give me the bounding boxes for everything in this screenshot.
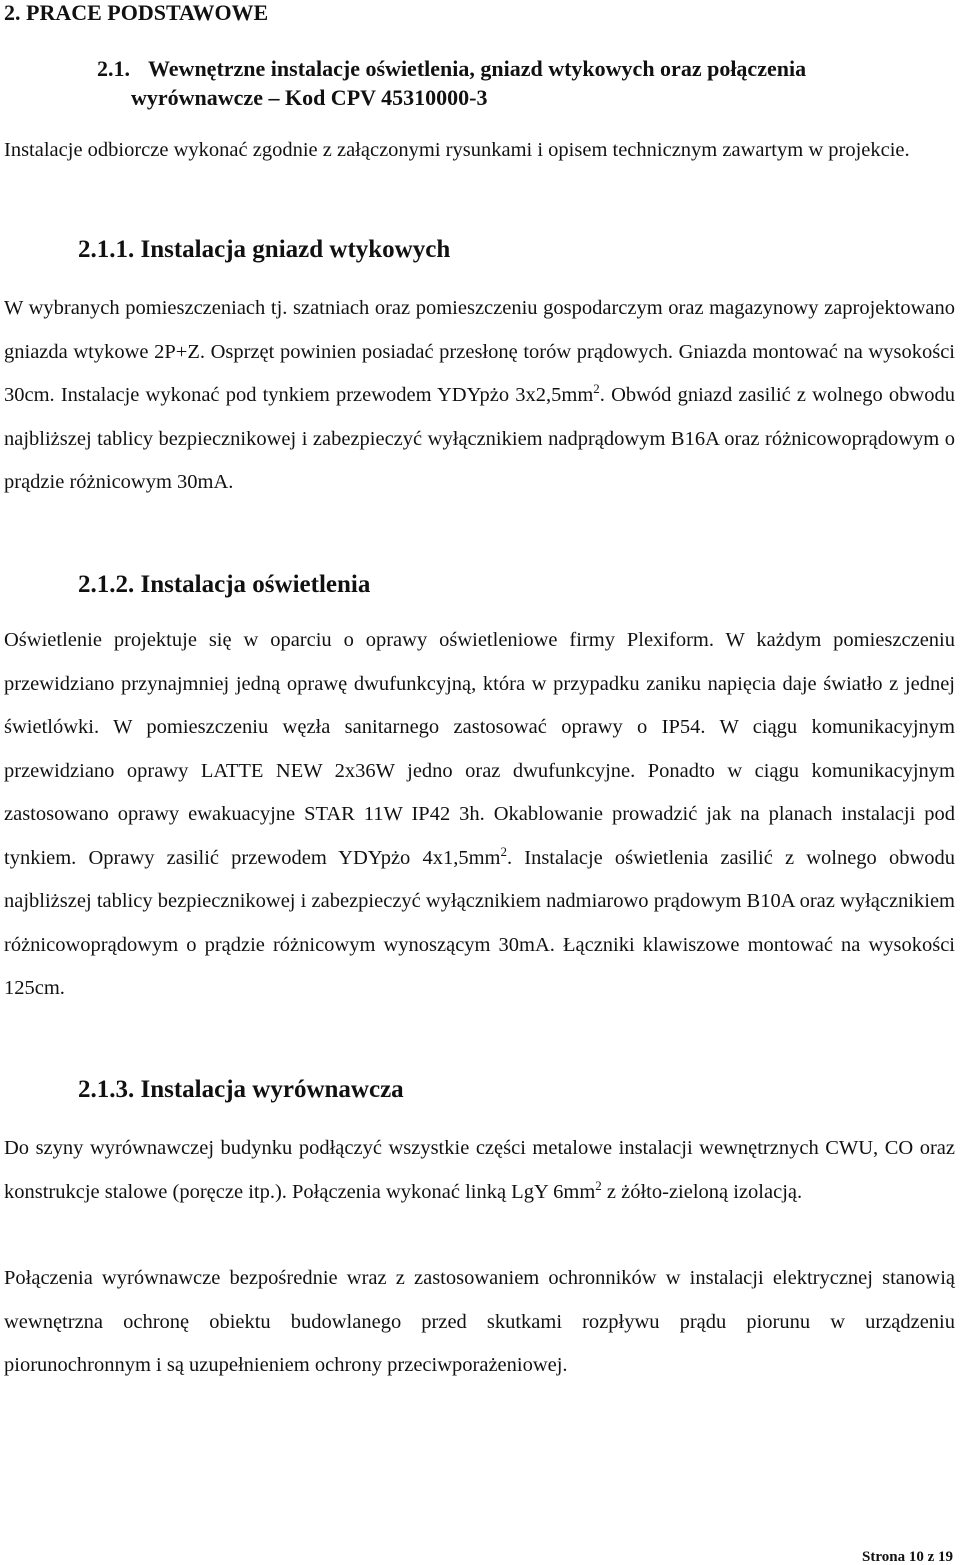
equipotential-paragraph-2: Połączenia wyrównawcze bezpośrednie wraz z zastosowaniem ochronników w instalacji elektrycznej stanowią wewnętrzna ochronę obiektu budowlanego przed skutkami rozpływu prądu piorunu w urządzeniu piorunochronnym i są uzupełnieniem ochrony przeciwporażeniowej. <box>4 1267 955 1376</box>
subsection-title-line1: Wewnętrzne instalacje oświetlenia, gniazd wtykowych oraz połączenia <box>148 56 807 81</box>
subsection-number: 2.1. <box>97 56 130 81</box>
superscript: 2 <box>595 1177 602 1193</box>
equipotential-text: Do szyny wyrównawczej budynku podłączyć wszystkie części metalowe instalacji wewnętrznych CWU, CO oraz konstrukcje stalowe (poręcze itp.). Połączenia wykonać linką LgY 6mm <box>4 1137 955 1203</box>
sockets-heading: 2.1.1. Instalacja gniazd wtykowych <box>78 236 451 263</box>
lighting-paragraph <box>4 619 955 1011</box>
superscript: 2 <box>500 843 507 859</box>
equipotential-paragraph-1 <box>4 1127 955 1214</box>
equipotential-text-cont: z żółto-zieloną izolacją. <box>601 1180 803 1203</box>
page-number: Strona 10 z 19 <box>862 1549 953 1565</box>
lighting-heading: 2.1.2. Instalacja oświetlenia <box>78 571 371 598</box>
lighting-text: Oświetlenie projektuje się w oparciu o oprawy oświetleniowe firmy Plexiform. W każdym pomieszczeniu przewidziano przynajmniej jedną oprawę dwufunkcyjną, która w przypadku zaniku napięcia daje światło z jednej świetlówki. W pomieszczeniu węzła sanitarnego zastosować oprawy o IP54. W ciągu komunikacyjnym przewidziano oprawy LATTE NEW 2x36W jedno oraz dwufunkcyjne. Ponadto w ciągu komunikacyjnym zastosowano oprawy ewakuacyjne STAR 11W IP42 3h. Okablowanie prowadzić jak na planach instalacji pod tynkiem. Oprawy zasilić przewodem YDYpżo 4x1,5mm <box>4 629 955 869</box>
superscript: 2 <box>593 381 600 396</box>
section-title: 2. PRACE PODSTAWOWE <box>4 0 269 25</box>
sockets-text-cont: . Obwód gniazd zasilić z wolnego obwodu najbliższej tablicy bezpiecznikowej i zabezpieczyć wyłącznikiem nadprądowym B16A oraz różnicowoprądowym o prądzie różnicowym 30mA. <box>4 384 955 493</box>
subsection-title <box>97 56 955 82</box>
intro-paragraph: Instalacje odbiorcze wykonać zgodnie z załączonymi rysunkami i opisem technicznym zawartym w projekcie. <box>4 139 910 161</box>
sockets-text: W wybranych pomieszczeniach tj. szatniach oraz pomieszczeniu gospodarczym oraz magazynowy zaprojektowano gniazda wtykowe 2P+Z. Osprzęt powinien posiadać przesłonę torów prądowych. Gniazda montować na wysokości 30cm. Instalacje wykonać pod tynkiem przewodem YDYpżo 3x2,5mm <box>4 297 955 406</box>
subsection-title-line2: wyrównawcze – Kod CPV 45310000-3 <box>131 85 488 110</box>
sockets-paragraph <box>4 287 955 505</box>
equipotential-heading: 2.1.3. Instalacja wyrównawcza <box>78 1076 404 1103</box>
lighting-text-cont: . Instalacje oświetlenia zasilić z wolnego obwodu najbliższej tablicy bezpiecznikowej i zabezpieczyć wyłącznikiem nadmiarowo prądowym B10A oraz wyłącznikiem różnicowoprądowym o prądzie różnicowym wynoszącym 30mA. Łączniki klawiszowe montować na wysokości 125cm. <box>4 846 955 999</box>
